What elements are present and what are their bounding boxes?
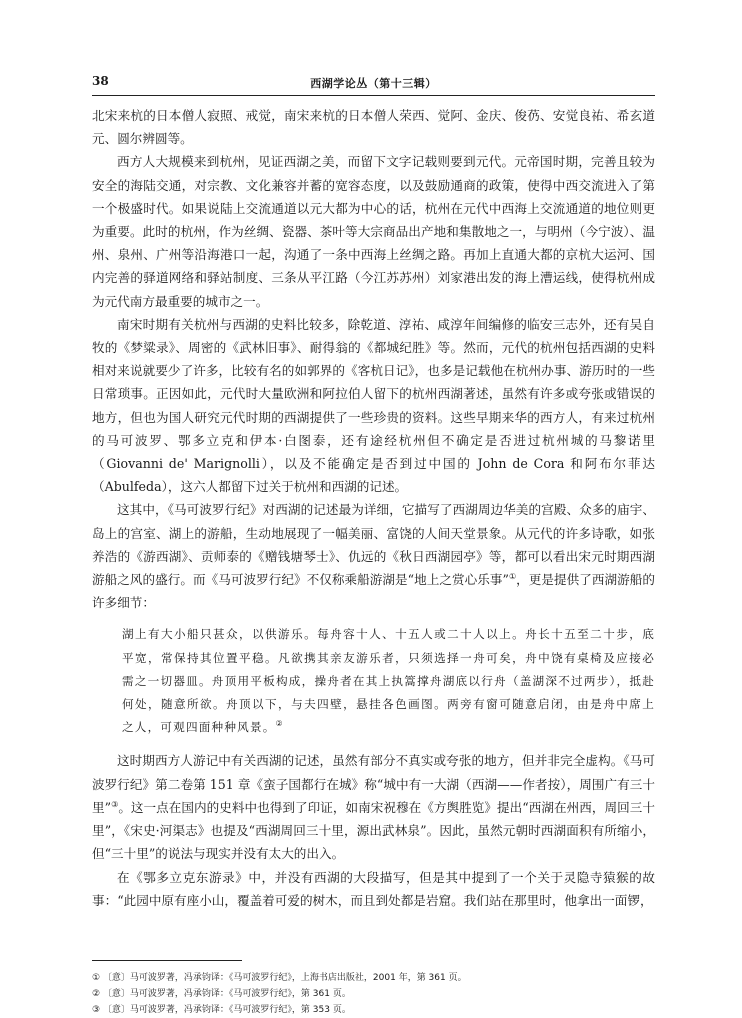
footnote-3: ③ 〔意〕马可波罗著，冯承钧译：《马可波罗行纪》，第 353 页。 — [92, 1005, 351, 1015]
paragraph-3: 南宋时期有关杭州与西湖的史料比较多，除乾道、淳祐、咸淳年间编修的临安三志外，还有吴自牧的《梦粱录》、周密的《武林旧事》、耐得翁的《都城纪胜》等。然而，元代的杭州包括西湖的史料相对来说就要少了许多，比较有名的如郭界的《客杭日记》，也多是记载他在杭州办事、游历时的一些日常琐事。正因如此，元代时大量欧洲和阿拉伯人留下的杭州西湖著述，虽然有许多或夸张或错误的地方，但也为国人研究元代时期的西湖提供了一些珍贵的资料。这些早期来华的西方人，有来过杭州的马可波罗、鄂多立克和伊本·白图泰，还有途经杭州但不确定是否进过杭州城的马黎诺里（Giovanni de' Marignolli），以及不能确定是否到过中国的 John de Cora 和阿布尔菲达（Abulfeda），这六人都留下过关于杭州和西湖的记述。 — [92, 316, 655, 495]
footnote-ref-2: ② — [275, 719, 284, 729]
page-number: 38 — [92, 74, 109, 88]
footnote-rule — [92, 960, 242, 961]
footnote-1: ① 〔意〕马可波罗著，冯承钧译：《马可波罗行纪》，上海书店出版社，2001 年，第 361 页。 — [92, 973, 467, 983]
paragraph-5-text-b: 。这一点在国内的史料中也得到了印证，如南宋祝穆在《方舆胜览》提出“西湖在州西，周回三十里”，《宋史·河渠志》也提及“西湖周回三十里，源出武林泉”。因此，虽然元朝时西湖面积有所缩小，但“三十里”的说法与现实并没有太大的出入。 — [92, 799, 655, 862]
page-header — [92, 74, 655, 94]
footnote-2: ② 〔意〕马可波罗著，冯承钧译：《马可波罗行纪》，第 361 页。 — [92, 989, 351, 999]
paragraph-2: 西方人大规模来到杭州，见证西湖之美，而留下文字记载则要到元代。元帝国时期，完善且较为安全的海陆交通，对宗教、文化兼容并蓄的宽容态度，以及鼓励通商的政策，使得中西交流进入了第一个极盛时代。如果说陆上交流通道以元大都为中心的话，杭州在元代中西海上交流通道的地位则更为重要。此时的杭州，作为丝绸、瓷器、茶叶等大宗商品出产地和集散地之一，与明州（今宁波）、温州、泉州、广州等沿海港口一起，沟通了一条中西海上丝绸之路。再加上直通大都的京杭大运河、国内完善的驿道网络和驿站制度、三条从平江路（今江苏苏州）刘家港出发的海上漕运线，使得杭州成为元代南方最重要的城市之一。 — [92, 154, 655, 309]
footnotes — [92, 970, 655, 1018]
paragraph-6: 在《鄂多立克东游录》中，并没有西湖的大段描写，但是其中提到了一个关于灵隐寺猿猴的故事：“此园中原有座小山，覆盖着可爱的树木，而且到处都是岩窟。我们站在那里时，他拿出一面锣， — [92, 869, 655, 908]
footnote-ref-1: ① — [508, 571, 517, 581]
running-title: 西湖学论丛（第十三辑） — [310, 77, 437, 90]
header-rule — [92, 95, 655, 96]
block-quote — [92, 623, 655, 739]
paragraph-4-text: 这其中，《马可波罗行纪》对西湖的记述最为详细，它描写了西湖周边华美的宫殿、众多的庙宇、岛上的宫室、湖上的游船，生动地展现了一幅美丽、富饶的人间天堂景象。从元代的许多诗歌，如张养浩的《游西湖》、贡师泰的《赠钱塘琴士》、仇远的《秋日西湖园亭》等，都可以看出宋元时期西湖游船之风的盛行。而《马可波罗行纪》不仅称乘船游湖是“地上之赏心乐事” — [92, 502, 655, 588]
body-text — [92, 104, 655, 912]
paragraph-5-text-a: 这时期西方人游记中有关西湖的记述，虽然有部分不真实或夸张的地方，但并非完全虚构。《马可波罗行纪》第二卷第 151 章《蛮子国都行在城》称“城中有一大湖（西湖——作者按），周围广有三十里” — [92, 753, 655, 815]
paragraph-1: 北宋来杭的日本僧人寂照、戒觉，南宋来杭的日本僧人荣西、觉阿、金庆、俊芿、安觉良祐、希玄道元、圆尔辨圆等。 — [92, 108, 655, 147]
paragraph-4 — [92, 498, 655, 614]
paragraph-4-tail: ，更是提供了西湖游船的许多细节： — [92, 572, 655, 611]
paragraph-5 — [92, 749, 655, 865]
block-quote-text: 湖上有大小船只甚众，以供游乐。每舟容十人、十五人或二十人以上。舟长十五至二十步，底平宽，常保持其位置平稳。凡欲携其亲友游乐者，只须选择一舟可矣，舟中饶有桌椅及应接必需之一切器皿。舟顶用平板构成，操舟者在其上执篙撑舟湖底以行舟（盖湖深不过两步），抵赴何处，随意所欲。舟顶以下，与夫四壁，悬挂各色画图。两旁有窗可随意启闭，由是舟中席上之人，可观四面种种风景。 — [122, 627, 655, 735]
footnote-ref-3: ③ — [111, 799, 119, 809]
